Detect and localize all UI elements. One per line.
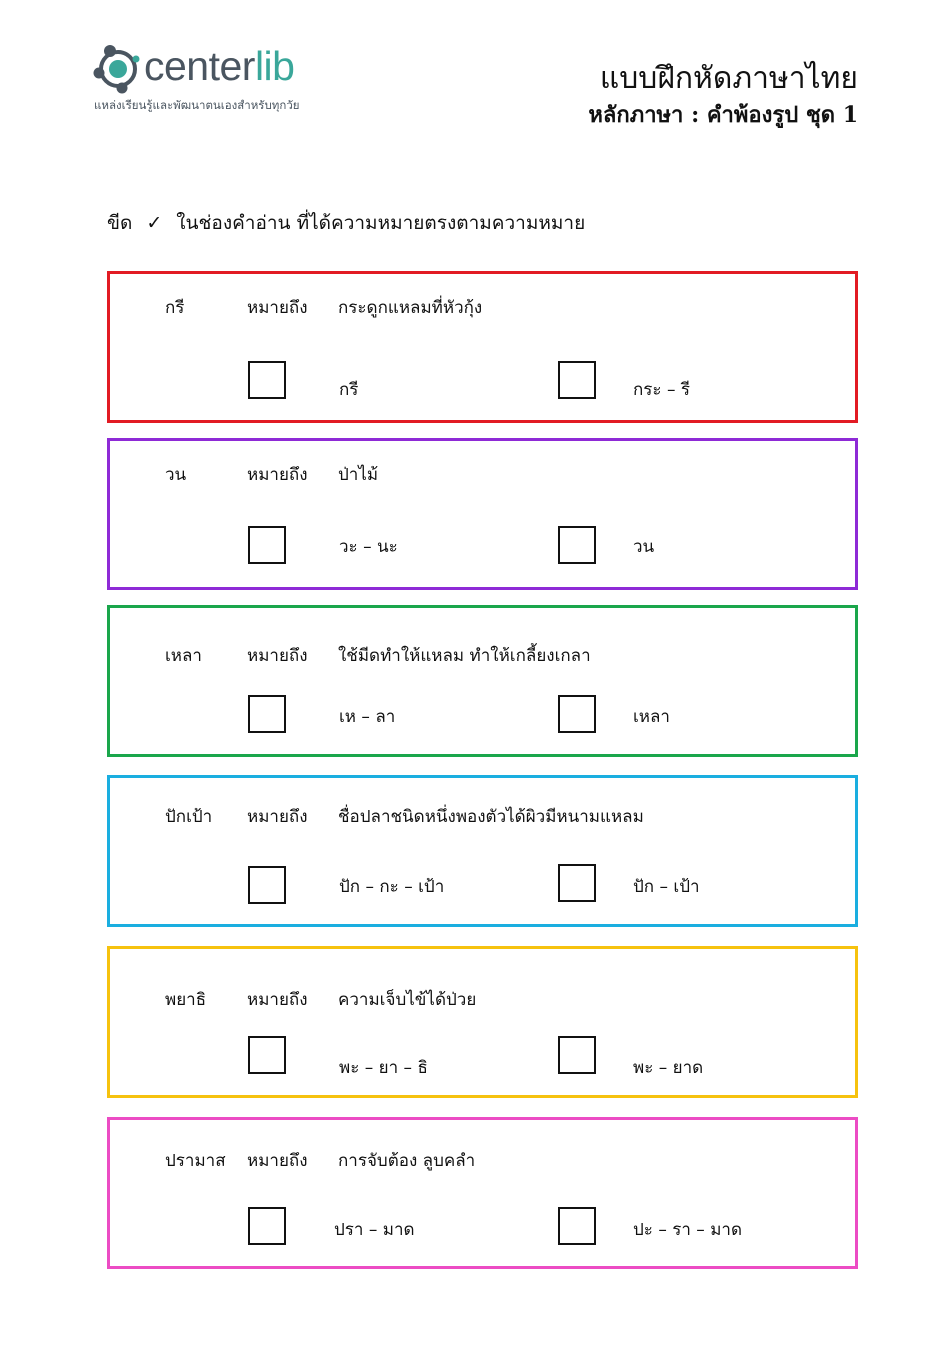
- means-label: หมายถึง: [247, 298, 308, 318]
- logo-wordmark-lib: lib: [254, 43, 295, 89]
- question-word: พยาธิ: [165, 990, 207, 1010]
- question-card-4: [107, 775, 858, 927]
- answer-option-a: วะ – นะ: [339, 537, 398, 557]
- answer-checkbox-a[interactable]: [248, 695, 286, 733]
- logo-wordmark: [144, 36, 294, 96]
- answer-option-b: ปะ – รา – มาด: [633, 1220, 743, 1240]
- worksheet-header: [588, 60, 858, 132]
- worksheet-subtitle: หลักภาษา : คำพ้องรูป ชุด 1: [588, 102, 858, 128]
- means-label: หมายถึง: [247, 990, 308, 1010]
- question-word: ปักเป้า: [165, 807, 213, 827]
- answer-checkbox-a[interactable]: [248, 866, 286, 904]
- answer-checkbox-a[interactable]: [248, 361, 286, 399]
- question-definition: กระดูกแหลมที่หัวกุ้ง: [338, 298, 483, 318]
- answer-option-b: พะ – ยาด: [633, 1058, 704, 1078]
- answer-checkbox-b[interactable]: [558, 695, 596, 733]
- answer-checkbox-b[interactable]: [558, 1207, 596, 1245]
- question-definition: ความเจ็บไข้ได้ป่วย: [338, 990, 477, 1010]
- question-card-1: [107, 271, 858, 423]
- instruction: [107, 208, 585, 238]
- instruction-prefix: ขีด: [107, 212, 133, 234]
- answer-option-a: เห – ลา: [339, 707, 396, 727]
- question-definition: การจับต้อง ลูบคลำ: [338, 1151, 476, 1171]
- question-word: เหลา: [165, 646, 202, 666]
- question-card-6: [107, 1117, 858, 1269]
- answer-option-b: เหลา: [633, 707, 670, 727]
- means-label: หมายถึง: [247, 1151, 308, 1171]
- centerlib-logo: [92, 40, 352, 120]
- question-word: กรี: [165, 298, 185, 318]
- logo-tagline: แหล่งเรียนรู้และพัฒนาตนเองสำหรับทุกวัย: [94, 98, 300, 112]
- question-definition: ใช้มีดทำให้แหลม ทำให้เกลี้ยงเกลา: [338, 646, 591, 666]
- answer-option-b: วน: [633, 537, 655, 557]
- answer-option-a: กรี: [339, 380, 359, 400]
- question-word: ปรามาส: [165, 1151, 226, 1171]
- answer-option-b: กระ – รี: [633, 380, 690, 400]
- answer-checkbox-b[interactable]: [558, 361, 596, 399]
- question-word: วน: [165, 465, 187, 485]
- means-label: หมายถึง: [247, 807, 308, 827]
- answer-option-b: ปัก – เป้า: [633, 877, 700, 897]
- answer-option-a: ปรา – มาด: [334, 1220, 415, 1240]
- question-card-2: [107, 438, 858, 590]
- answer-option-a: พะ – ยา – ธิ: [339, 1058, 428, 1078]
- answer-checkbox-a[interactable]: [248, 526, 286, 564]
- answer-checkbox-b[interactable]: [558, 1036, 596, 1074]
- centerlib-logo-icon: [92, 42, 144, 94]
- checkmark-icon: ✓: [146, 212, 163, 234]
- answer-option-a: ปัก – กะ – เป้า: [339, 877, 445, 897]
- answer-checkbox-b[interactable]: [558, 526, 596, 564]
- question-definition: ป่าไม้: [338, 465, 379, 485]
- answer-checkbox-a[interactable]: [248, 1036, 286, 1074]
- means-label: หมายถึง: [247, 646, 308, 666]
- means-label: หมายถึง: [247, 465, 308, 485]
- worksheet-title: แบบฝึกหัดภาษาไทย: [599, 61, 858, 96]
- instruction-text: ในช่องคำอ่าน ที่ได้ความหมายตรงตามความหมาย: [176, 212, 586, 234]
- question-definition: ชื่อปลาชนิดหนึ่งพองตัวได้ผิวมีหนามแหลม: [338, 807, 644, 827]
- logo-wordmark-center: center: [144, 43, 255, 89]
- question-card-3: [107, 605, 858, 757]
- answer-checkbox-b[interactable]: [558, 864, 596, 902]
- answer-checkbox-a[interactable]: [248, 1207, 286, 1245]
- question-card-5: [107, 946, 858, 1098]
